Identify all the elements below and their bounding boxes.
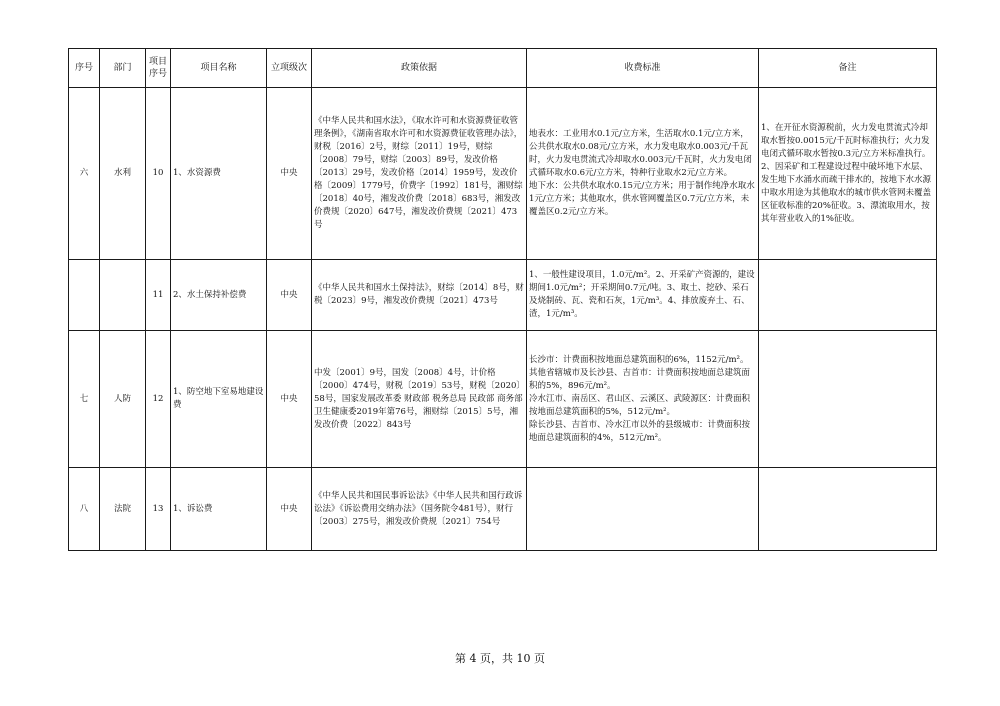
row-remark <box>759 260 937 331</box>
row-basis: 《中华人民共和国水法》，《取水许可和水资源费征收管理条例》，《湖南省取水许可和水资源费征收管理办法》，财税〔2016〕2号，财综〔2011〕19号，财综〔2008〕79号，财综〔2003〕89号，发改价格〔2013〕29号，发改价格〔2014〕1959号，发改价格〔2009〕1779号，价费字〔1992〕181号，湘财综〔2018〕40号，湘发改价费〔2018〕683号，湘发改价费规〔2020〕647号，湘发改价费规〔2021〕473号 <box>312 88 527 260</box>
row-level: 中央 <box>267 88 312 260</box>
row-remark <box>759 331 937 468</box>
row-seq: 八 <box>69 468 100 551</box>
row-standard: 1、一般性建设项目，1.0元/m²。2、开采矿产资源的，建设期间1.0元/m²；开采期间0.7元/吨。3、取土、挖砂、采石及烧制砖、瓦、瓷和石灰，1元/m³。4、排放废弃土、石、渣，1元/m³。 <box>527 260 759 331</box>
row-level: 中央 <box>267 331 312 468</box>
row-basis: 《中华人民共和国民事诉讼法》《中华人民共和国行政诉讼法》《诉讼费用交纳办法》（国务院令481号），财行〔2003〕275号，湘发改价费规〔2021〕754号 <box>312 468 527 551</box>
table-row <box>69 260 937 331</box>
header-remark: 备注 <box>759 49 937 88</box>
row-remark <box>759 468 937 551</box>
row-name: 1、水资源费 <box>171 88 267 260</box>
table-row <box>69 88 937 260</box>
row-dept: 法院 <box>100 468 146 551</box>
row-dept: 人防 <box>100 331 146 468</box>
table-header-row <box>69 49 937 88</box>
row-standard: 长沙市：计费面积按地面总建筑面积的6%，1152元/m²。 其他省辖城市及长沙县、吉首市：计费面积按地面总建筑面积的5%，896元/m²。 冷水江市、南岳区、君山区、云溪区、武陵源区：计费面积按地面总建筑面积的5%，512元/m²。 除长沙县、吉首市、冷水江市以外的县级城市：计费面积按地面总建筑面积的4%，512元/m²。 <box>527 331 759 468</box>
row-remark: 1、在开征水资源税前，火力发电贯流式冷却取水暂按0.0015元/千瓦时标准执行；火力发电闭式循环取水暂按0.3元/立方米标准执行。2、因采矿和工程建设过程中破坏地下水层、发生地下水涌水而疏干排水的，按地下水水源中取水用途为其他取水的城市供水管网未覆盖区征收标准的20%征收。3、漂流取用水，按其年营业收入的1%征收。 <box>759 88 937 260</box>
row-seq: 七 <box>69 331 100 468</box>
row-level: 中央 <box>267 260 312 331</box>
table-row <box>69 468 937 551</box>
row-dept: 水利 <box>100 88 146 260</box>
header-standard: 收费标准 <box>527 49 759 88</box>
header-level: 立项级次 <box>267 49 312 88</box>
row-name: 1、防空地下室易地建设费 <box>171 331 267 468</box>
page-footer: 第 4 页，共 10 页 <box>455 652 545 665</box>
row-level: 中央 <box>267 468 312 551</box>
row-standard: 地表水：工业用水0.1元/立方米，生活取水0.1元/立方米，公共供水取水0.08元/立方米，水力发电取水0.003元/千瓦时，火力发电贯流式冷却取水0.003元/千瓦时，火力发电闭式循环取水0.6元/立方米，特种行业取水2元/立方米。 地下水：公共供水取水0.15元/立方米；用于制作纯净水取水1元/立方米；其他取水，供水管网覆盖区0.7元/立方米，未覆盖区0.2元/立方米。 <box>527 88 759 260</box>
header-item-seq: 项目序号 <box>146 49 171 88</box>
row-seq: 六 <box>69 88 100 260</box>
header-basis: 政策依据 <box>312 49 527 88</box>
header-dept: 部门 <box>100 49 146 88</box>
table-row <box>69 331 937 468</box>
row-item-seq: 10 <box>146 88 171 260</box>
row-item-seq: 13 <box>146 468 171 551</box>
row-name: 1、诉讼费 <box>171 468 267 551</box>
header-seq: 序号 <box>69 49 100 88</box>
row-basis: 《中华人民共和国水土保持法》，财综〔2014〕8号，财税〔2023〕9号，湘发改价费规〔2021〕473号 <box>312 260 527 331</box>
row-name: 2、水土保持补偿费 <box>171 260 267 331</box>
fee-table <box>68 48 937 551</box>
row-dept <box>100 260 146 331</box>
row-item-seq: 11 <box>146 260 171 331</box>
row-item-seq: 12 <box>146 331 171 468</box>
header-name: 项目名称 <box>171 49 267 88</box>
row-seq <box>69 260 100 331</box>
row-standard <box>527 468 759 551</box>
row-basis: 中发〔2001〕9号，国发〔2008〕4号，计价格〔2000〕474号，财税〔2019〕53号，财税〔2020〕58号，国家发展改革委 财政部 税务总局 民政部 商务部 卫生健康委2019年第76号，湘财综〔2015〕5号，湘发改价费〔2022〕843号 <box>312 331 527 468</box>
